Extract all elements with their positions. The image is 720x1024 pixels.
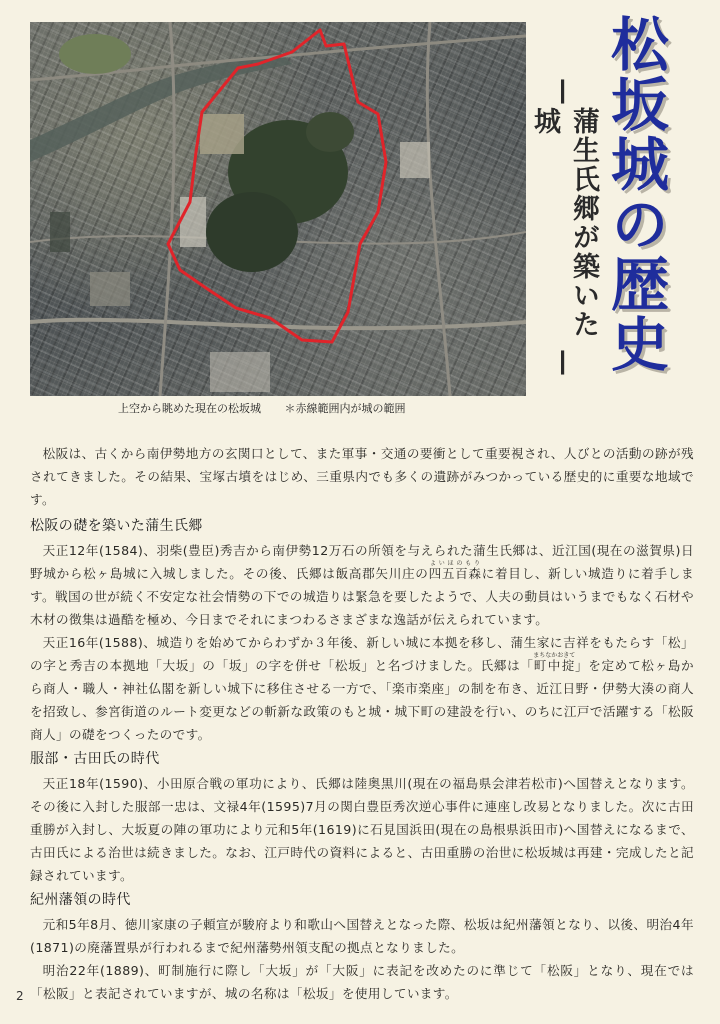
building-shape (90, 272, 130, 306)
castle-forest-shape (306, 112, 354, 152)
section-kishu-paragraph-1: 元和5年8月、徳川家康の子頼宣が駿府より和歌山へ国替えとなった際、松坂は紀州藩領となり、以後、明治4年(1871)の廃藩置県が行われるまで紀州藩勢州領支配の拠点となりました。 (30, 917, 694, 955)
section-heading-gamou: 松阪の礎を築いた蒲生氏郷 (30, 518, 203, 534)
aerial-photo-graphic (30, 22, 526, 396)
castle-forest-shape (206, 192, 298, 272)
article-body (30, 442, 694, 1005)
section-hattori-paragraph-1: 天正18年(1590)、小田原合戦の軍功により、氏郷は陸奥黒川(現在の福島県会津若松市)へ国替えとなります。その後に入封した服部一忠は、文禄4年(1595)7月の関白豊臣秀次逆心事件に連座し改易となりました。次に古田重勝が入封し、大坂夏の陣の軍功により元和5年(1619)に石見国浜田(現在の島根県浜田市)へ国替えになるまで、古田氏による治世は続きました。なお、江戸時代の資料によると、古田重勝の治世に松坂城は再建・完成したと記録されています。 (30, 776, 694, 883)
building-shape (180, 197, 206, 247)
building-shape (400, 142, 430, 178)
ruby-base: 四五百森 (428, 566, 482, 581)
road-shape (427, 22, 450, 396)
ruby-text: まちなかおきて (533, 652, 576, 659)
subtitle-dash: — (548, 349, 580, 378)
section-gamou-paragraph-2 (30, 631, 694, 746)
section-heading-kishu: 紀州藩領の時代 (30, 892, 131, 908)
section-gamou-paragraph-1 (30, 539, 694, 631)
ruby-yoihonomori (428, 560, 482, 581)
ruby-machinaka-okite (533, 652, 576, 673)
photo-caption-right: ＊赤線範囲内が城の範囲 (284, 402, 406, 415)
subtitle-dash: — (548, 78, 580, 107)
text-segment: 」を定めて松ヶ島から商人・職人・神社仏閣を新しい城下に移住させる一方で、「楽市楽座」の制を布き、近江日野・伊勢大湊の商人を招致し、参宮街道のルート変更などの斬新な政策のもと城・城下町の建設を行い、のちに江戸で活躍する「松阪商人」の礎をつくったのです。 (30, 658, 695, 742)
section-kishu-paragraph-2: 明治22年(1889)、町制施行に際し「大坂」が「大阪」に表記を改めたのに準じて「松阪」となり、現在では「松阪」と表記されていますが、城の名称は「松坂」を使用しています。 (30, 963, 694, 1001)
ruby-base: 町中掟 (533, 658, 576, 673)
park-shape (59, 34, 131, 74)
text-segment: 天正16年(1588)、城造りを始めてからわずか３年後、新しい城に本拠を移し、蒲生家に吉祥をもたらす「松」の字と秀吉の本拠地「大坂」の「坂」の字を併せ「松坂」と名づけました。氏郷は「 (30, 635, 694, 673)
pond-shape (50, 212, 70, 252)
page-number: 2 (16, 989, 24, 1003)
text-segment: に着目し、新しい城造りに着手します。戦国の世が続く不安定な社会情勢の下での城造りは緊急を要したようで、人夫の動員はいうまでもなく石材や木材の徴集は過酷を極め、今日までそれにまつわるさまざまな逸話が伝えられています。 (30, 566, 695, 627)
intro-paragraph: 松阪は、古くから南伊勢地方の玄関口として、また軍事・交通の要衝として重要視され、人びとの活動の跡が残されてきました。その結果、宝塚古墳をはじめ、三重県内でも多くの遺跡がみつかっている歴史的に重要な地域です。 (30, 446, 694, 507)
aerial-photo (30, 22, 526, 396)
page-subtitle (529, 78, 599, 378)
text-segment: 天正12年(1584)、羽柴(豊臣)秀吉から南伊勢12万石の所領を与えられた蒲生氏郷は、近江国(現在の滋賀県)日野城から松ヶ島城に入城しました。その後、氏郷は飯高郡矢川庄の (30, 543, 694, 581)
ruby-text: よいほのもり (428, 560, 482, 567)
section-heading-hattori-furuta: 服部・古田氏の時代 (30, 751, 160, 767)
photo-caption (118, 400, 478, 416)
subtitle-text: 蒲生氏郷が築いた城 (529, 107, 599, 339)
page-title: 松坂城の歴史 (601, 14, 669, 374)
open-field-shape (200, 114, 244, 154)
open-field-shape (210, 352, 270, 392)
photo-caption-left: 上空から眺めた現在の松坂城 (118, 402, 261, 415)
